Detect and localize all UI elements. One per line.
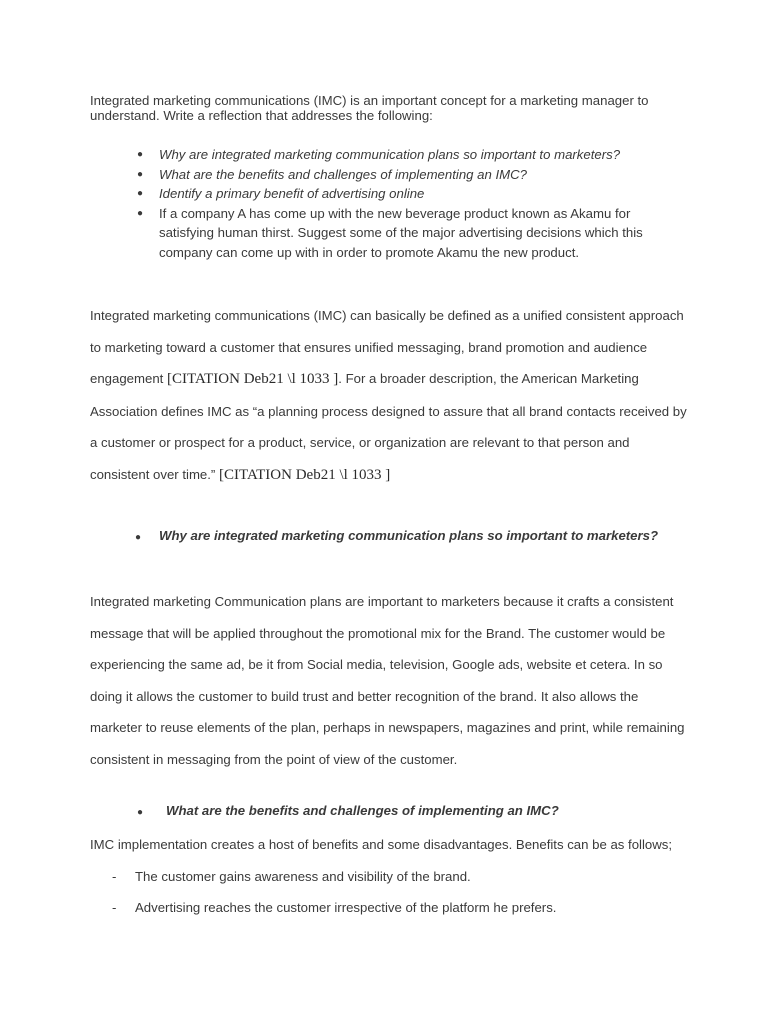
intro-paragraph: Integrated marketing communications (IMC) is an important concept for a marketing manager to understand. Write a reflection that addresses the following: <box>90 93 649 123</box>
importance-paragraph: Integrated marketing Communication plans are important to marketers because it crafts a consistent message that will be applied throughout the promotional mix for the Brand. The customer would be experiencing the same ad, be it from Social media, television, Google ads, website et cetera. In so doing it allows the customer to build trust and better recognition of the brand. It also allows the marketer to reuse elements of the plan, perhaps in newspapers, magazines and print, while remaining consistent in messaging from the point of view of the customer. <box>90 594 685 767</box>
bullet-icon: ● <box>137 168 144 180</box>
task-item <box>90 184 690 204</box>
citation-field: [CITATION Deb21 \l 1033 ] <box>219 466 391 483</box>
task-item <box>90 204 690 263</box>
task-item <box>90 165 690 185</box>
definition-paragraph <box>90 300 690 491</box>
task-text: If a company A has come up with the new beverage product known as Akamu for satisfying human thirst. Suggest some of the major advertising decisions which this company can come up with in order to promote Akamu the new product. <box>159 205 643 260</box>
bullet-icon: ● <box>137 149 144 160</box>
task-text: Identify a primary benefit of advertising online <box>159 186 425 201</box>
citation-field: [CITATION Deb21 \l 1033 ] <box>167 371 339 387</box>
bullet-icon: ● <box>137 207 144 219</box>
heading-text: Why are integrated marketing communication plans so important to marketers? <box>159 528 659 543</box>
task-text: Why are integrated marketing communication plans so important to marketers? <box>159 147 621 162</box>
dash-bullet-icon: - <box>112 869 117 884</box>
dash-bullet-icon: - <box>112 900 117 915</box>
definition-text-2: . For a broader description, the American Marketing Association defines IMC as “a planning process designed to assure that all brand contacts received by a customer or prospect for a product, service, or organization are relevant to that person and consistent over time.” <box>90 371 687 482</box>
section-heading-importance <box>135 526 658 548</box>
heading-text: What are the benefits and challenges of implementing an IMC? <box>166 803 559 818</box>
benefits-intro: IMC implementation creates a host of benefits and some disadvantages. Benefits can be as follows; <box>90 837 673 852</box>
section-heading-benefits <box>137 801 559 823</box>
bullet-icon: ● <box>137 807 144 818</box>
task-item <box>90 145 690 165</box>
task-list <box>90 145 690 262</box>
benefit-text: Advertising reaches the customer irrespective of the platform he prefers. <box>135 900 557 915</box>
benefit-text: The customer gains awareness and visibility of the brand. <box>135 869 471 884</box>
definition-text-1: Integrated marketing communications (IMC) can basically be defined as a unified consistent approach to marketing toward a customer that ensures unified messaging, brand promotion and audience engagement <box>90 308 684 386</box>
task-text: What are the benefits and challenges of implementing an IMC? <box>159 166 527 182</box>
bullet-icon: ● <box>137 188 144 199</box>
bullet-icon: ● <box>135 532 142 543</box>
